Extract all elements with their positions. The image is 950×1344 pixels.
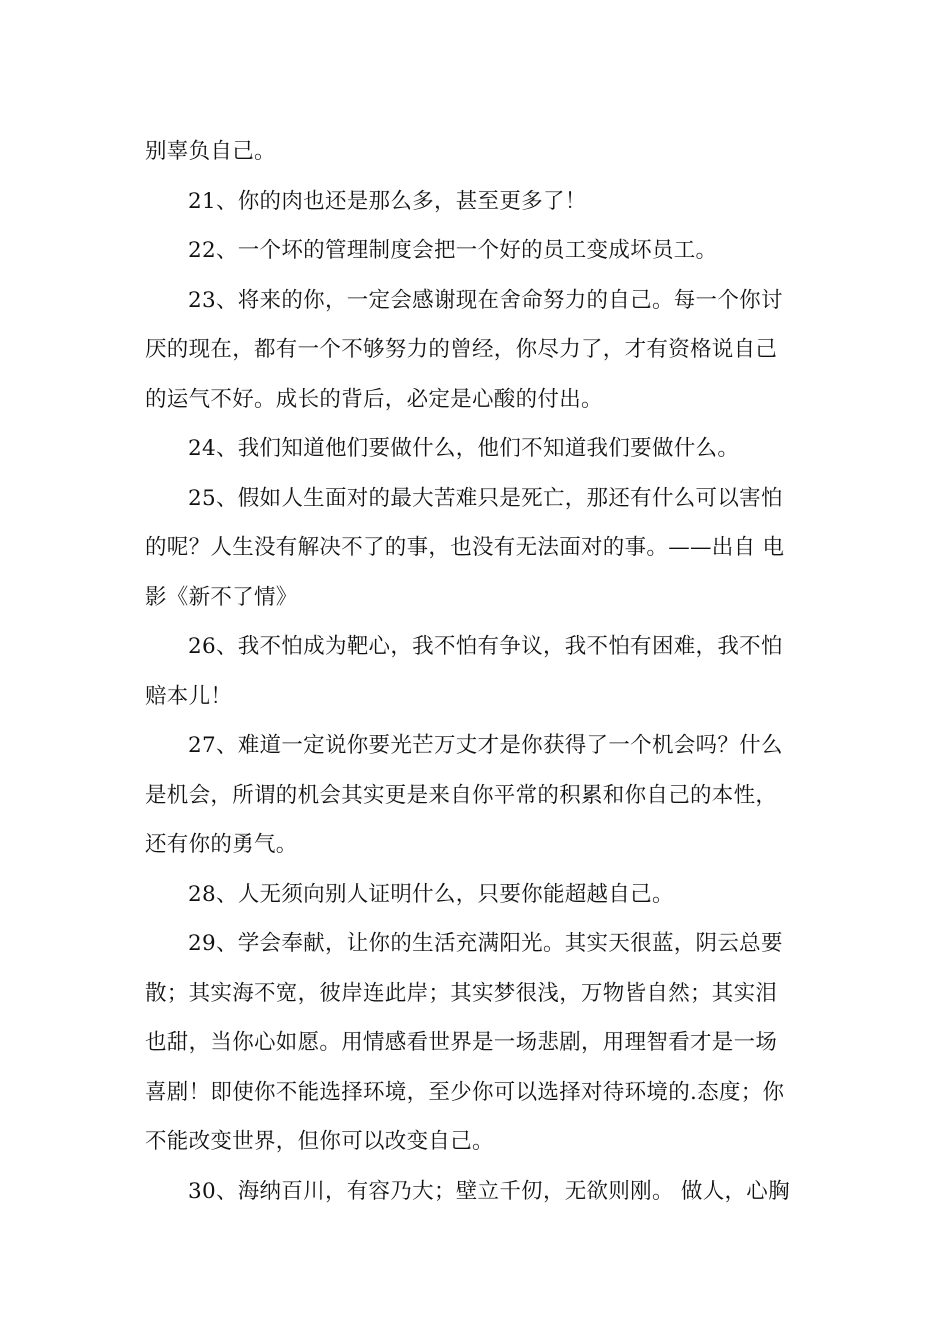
text-line: 散；其实海不宽，彼岸连此岸；其实梦很浅，万物皆自然；其实泪 bbox=[145, 980, 778, 1006]
paragraph-21 bbox=[145, 177, 810, 227]
paragraph-29 bbox=[145, 919, 810, 1167]
document-body bbox=[145, 127, 810, 1216]
text-line: 影《新不了情》 bbox=[145, 584, 298, 610]
text-line: 26、我不怕成为靶心，我不怕有争议，我不怕有困难，我不怕 bbox=[188, 634, 783, 659]
paragraph-24 bbox=[145, 424, 810, 474]
paragraph-27 bbox=[145, 721, 810, 870]
paragraph-25 bbox=[145, 474, 810, 623]
text-line: 还有你的勇气。 bbox=[145, 832, 298, 857]
text-line: 的运气不好。成长的背后，必定是心酸的付出。 bbox=[145, 386, 603, 412]
paragraph-26 bbox=[145, 622, 810, 721]
text-line: 赔本儿！ bbox=[145, 683, 233, 709]
text-line: 30、海纳百川，有容乃大；壁立千仞，无欲则刚。 做人，心胸 bbox=[188, 1178, 790, 1204]
text-line: 的呢？人生没有解决不了的事，也没有无法面对的事。——出自 电 bbox=[145, 535, 785, 560]
text-line: 25、假如人生面对的最大苦难只是死亡，那还有什么可以害怕 bbox=[188, 485, 783, 511]
text-line: 别辜负自己。 bbox=[145, 139, 276, 164]
text-line: 厌的现在，都有一个不够努力的曾经，你尽力了，才有资格说自己 bbox=[145, 337, 778, 362]
text-line: 22、一个坏的管理制度会把一个好的员工变成坏员工。 bbox=[188, 238, 718, 263]
text-line: 不能改变世界，但你可以改变自己。 bbox=[145, 1129, 494, 1154]
text-line: 28、人无须向别人证明什么，只要你能超越自己。 bbox=[188, 881, 674, 907]
text-line: 29、学会奉献，让你的生活充满阳光。其实天很蓝，阴云总要 bbox=[188, 931, 783, 956]
text-line: 27、难道一定说你要光芒万丈才是你获得了一个机会吗？什么 bbox=[188, 733, 783, 758]
text-line: 24、我们知道他们要做什么，他们不知道我们要做什么。 bbox=[188, 436, 740, 461]
paragraph-30 bbox=[145, 1167, 810, 1217]
paragraph-28 bbox=[145, 870, 810, 920]
text-line: 23、将来的你，一定会感谢现在舍命努力的自己。每一个你讨 bbox=[188, 287, 783, 313]
text-line: 喜剧！即使你不能选择环境，至少你可以选择对待环境的.态度；你 bbox=[145, 1079, 785, 1105]
text-line: 是机会，所谓的机会其实更是来自你平常的积累和你自己的本性， bbox=[145, 782, 778, 808]
text-line: 也甜，当你心如愿。用情感看世界是一场悲剧，用理智看才是一场 bbox=[145, 1030, 778, 1055]
paragraph-23 bbox=[145, 276, 810, 425]
paragraph bbox=[145, 127, 810, 177]
paragraph-22 bbox=[145, 226, 810, 276]
text-line: 21、你的肉也还是那么多，甚至更多了！ bbox=[188, 188, 587, 214]
